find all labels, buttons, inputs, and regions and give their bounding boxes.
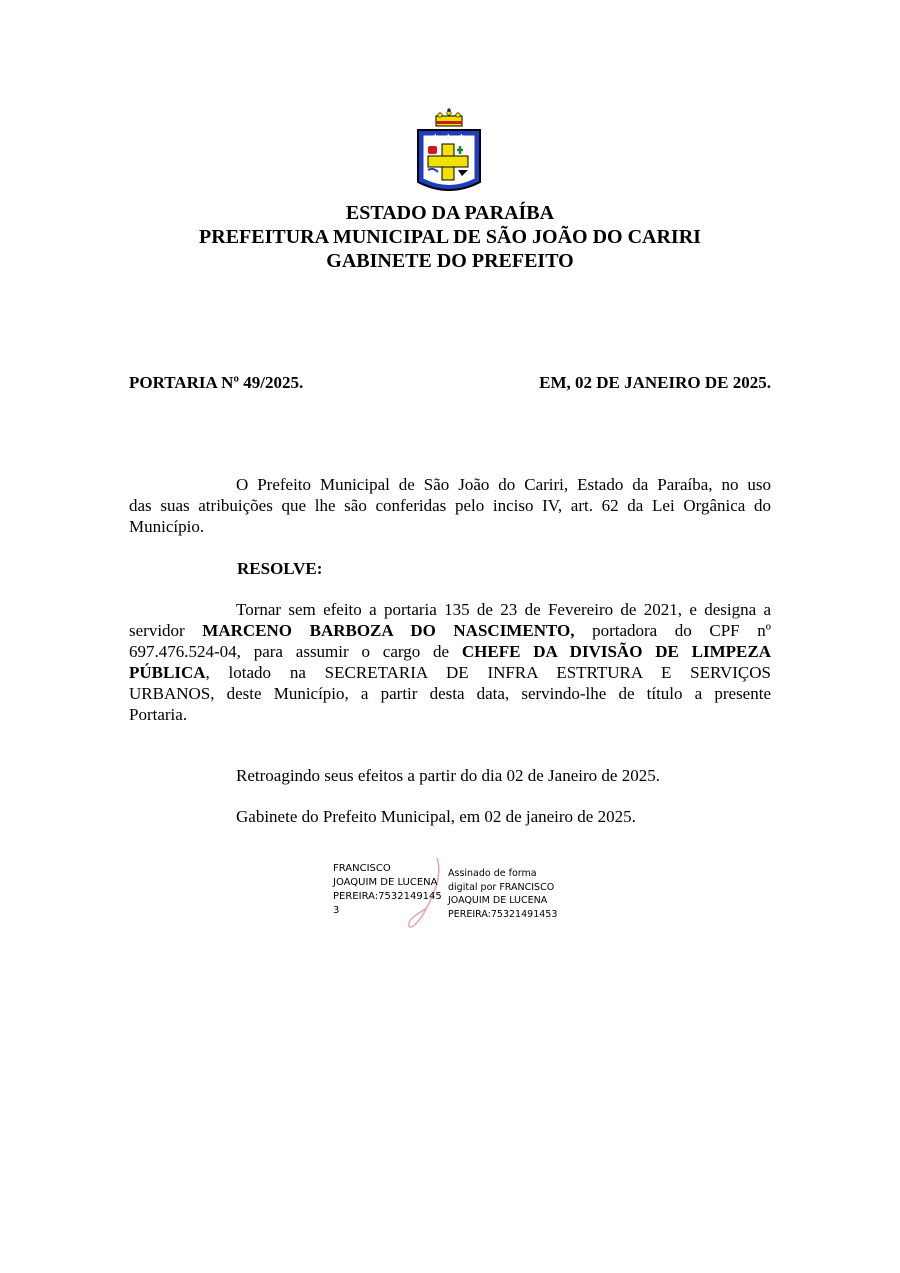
signature-line: PEREIRA:7532149145 bbox=[333, 891, 442, 902]
signature-line: PEREIRA:75321491453 bbox=[448, 908, 558, 920]
header-state: ESTADO DA PARAÍBA bbox=[345, 202, 555, 224]
signature-notice bbox=[448, 867, 573, 921]
body-line-4 bbox=[129, 662, 771, 683]
resolve-heading: RESOLVE: bbox=[237, 559, 323, 578]
portaria-date: EM, 02 DE JANEIRO DE 2025. bbox=[539, 373, 771, 392]
gabinete-date-text: Gabinete do Prefeito Municipal, em 02 de janeiro de 2025. bbox=[236, 807, 636, 826]
role-title: CHEFE DA DIVISÃO DE LIMPEZA bbox=[461, 642, 771, 661]
body-text: portadora do CPF nº bbox=[574, 621, 771, 640]
svg-text:✱: ✱ bbox=[458, 133, 465, 142]
signature-line: digital por FRANCISCO bbox=[448, 881, 555, 893]
signature-line: Assinado de forma bbox=[448, 868, 537, 879]
svg-text:✱: ✱ bbox=[432, 133, 439, 142]
body-text: servidor bbox=[129, 621, 203, 640]
header-gabinete: GABINETE DO PREFEITO bbox=[326, 250, 574, 272]
body-text: , lotado na SECRETARIA DE INFRA ESTRTURA E SERVIÇOS bbox=[205, 663, 771, 682]
intro-line-2: das suas atribuições que lhe são conferidas pelo inciso IV, art. 62 da Lei Orgânica do bbox=[129, 496, 771, 515]
signature-line: JOAQUIM DE LUCENA bbox=[333, 877, 438, 888]
header-prefeitura: PREFEITURA MUNICIPAL DE SÃO JOÃO DO CARIRI bbox=[199, 226, 701, 248]
coat-of-arms-icon bbox=[414, 108, 484, 194]
body-line-1: Tornar sem efeito a portaria 135 de 23 de Fevereiro de 2021, e designa a bbox=[236, 600, 771, 619]
portaria-number: PORTARIA Nº 49/2025. bbox=[129, 373, 304, 392]
role-title: PÚBLICA bbox=[129, 663, 206, 682]
signature-line: 3 bbox=[333, 905, 340, 916]
intro-paragraph bbox=[129, 474, 771, 537]
digital-signature bbox=[333, 862, 573, 932]
signature-line: FRANCISCO bbox=[333, 863, 391, 874]
crown-icon bbox=[436, 108, 462, 126]
signature-line: JOAQUIM DE LUCENA bbox=[448, 895, 548, 906]
body-line-6: Portaria. bbox=[129, 705, 188, 724]
svg-text:✱: ✱ bbox=[445, 133, 452, 142]
servant-name: MARCENO BARBOZA DO NASCIMENTO, bbox=[202, 621, 575, 640]
signature-signer-name bbox=[333, 862, 453, 918]
body-text: 697.476.524-04, para assumir o cargo de bbox=[129, 642, 462, 661]
body-line-2 bbox=[129, 620, 771, 641]
intro-line-3: Município. bbox=[129, 517, 205, 536]
retroagindo-text: Retroagindo seus efeitos a partir do dia 02 de Janeiro de 2025. bbox=[236, 766, 660, 785]
body-line-3 bbox=[129, 641, 771, 662]
body-paragraph bbox=[129, 599, 771, 725]
intro-line-1: O Prefeito Municipal de São João do Cariri, Estado da Paraíba, no uso bbox=[236, 475, 771, 494]
body-line-5: URBANOS, deste Município, a partir desta data, servindo-lhe de título a presente bbox=[129, 684, 771, 703]
